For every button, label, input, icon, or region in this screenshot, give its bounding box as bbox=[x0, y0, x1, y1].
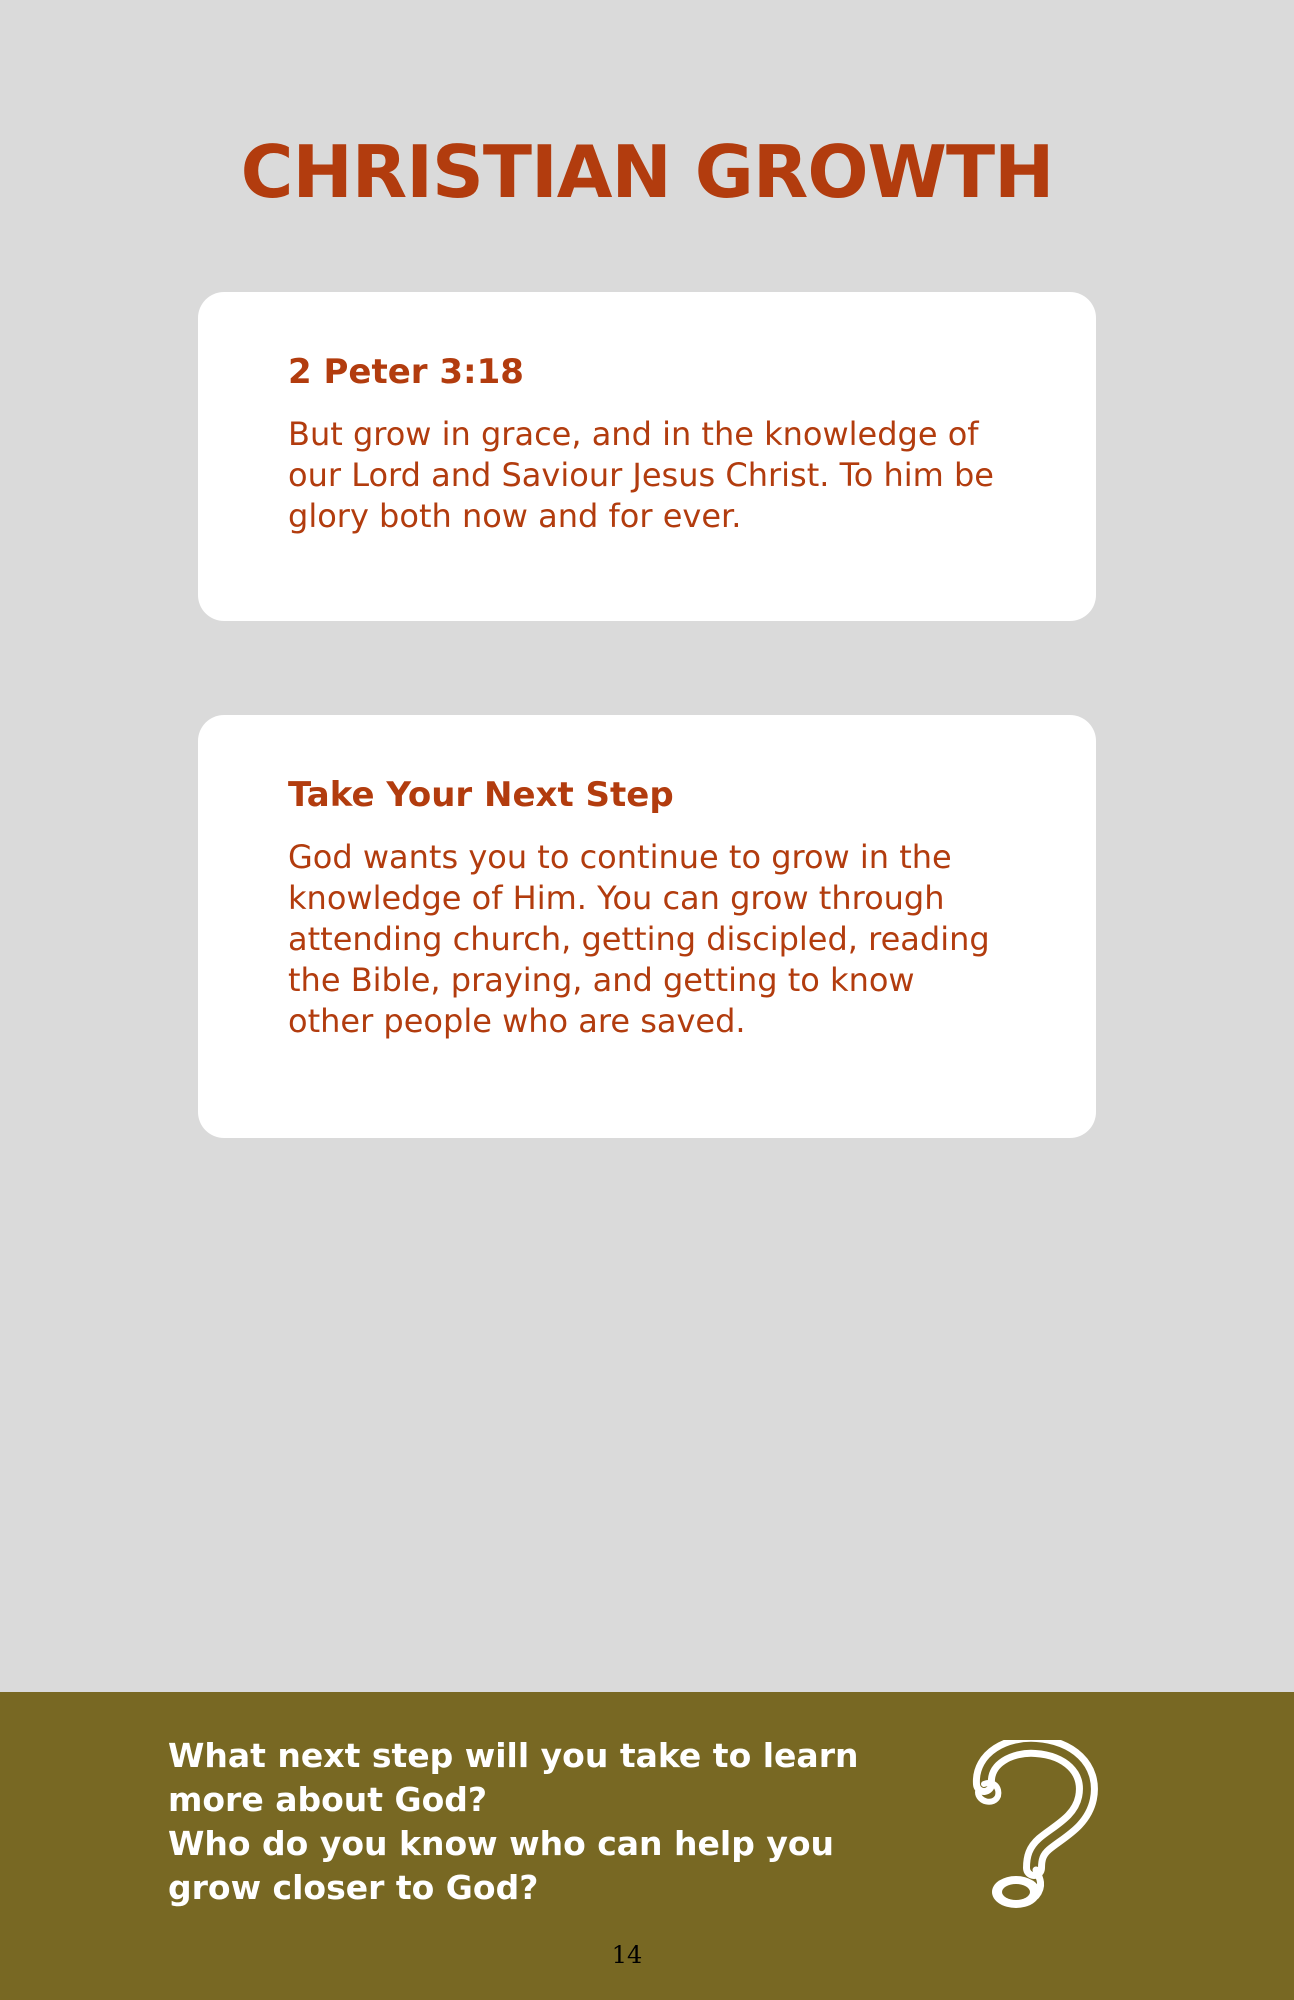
next-step-text: God wants you to continue to grow in the knowledge of Him. You can grow through attending church, getting discipled, reading the Bible, praying, and getting to know other people who are saved. bbox=[288, 838, 990, 1040]
next-step-card bbox=[198, 715, 1096, 1138]
reflection-question-1: What next step will you take to learn more about God? bbox=[168, 1736, 859, 1819]
next-step-heading: Take Your Next Step bbox=[288, 775, 674, 815]
scripture-card bbox=[198, 292, 1096, 621]
reflection-question-2: Who do you know who can help you grow closer to God? bbox=[168, 1824, 835, 1907]
question-mark-icon bbox=[962, 1740, 1102, 1912]
scripture-text: But grow in grace, and in the knowledge of our Lord and Saviour Jesus Christ. To him be glory both now and for ever. bbox=[288, 415, 994, 535]
scripture-reference: 2 Peter 3:18 bbox=[288, 352, 524, 392]
page-title: CHRISTIAN GROWTH bbox=[240, 130, 1054, 214]
reflection-questions bbox=[168, 1734, 928, 1910]
page-number: 14 bbox=[611, 1941, 643, 1969]
reflection-footer bbox=[0, 1692, 1294, 2000]
